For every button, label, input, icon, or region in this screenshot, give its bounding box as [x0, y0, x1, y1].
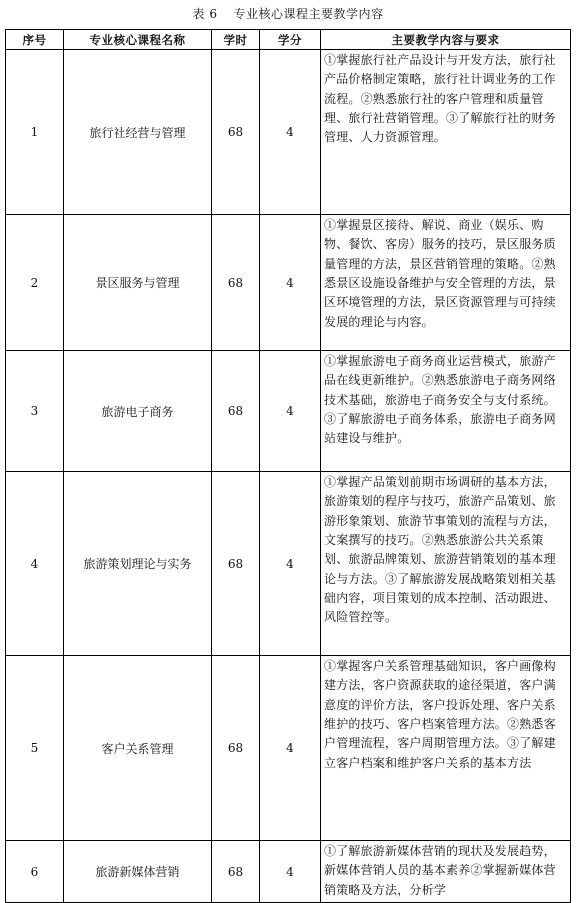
- row-hours: 68: [212, 472, 260, 656]
- row-credits: 4: [260, 351, 321, 472]
- row-content: ①掌握客户关系管理基础知识，客户画像构建方法，客户资源获取的途径渠道，客户满意度的评价方法，客户投诉处理、客户关系维护的技巧、客户档案管理方法。②熟悉客户管理流程，客户周期管理方法。③了解建立客户档案和维护客户关系的基本方法: [321, 656, 571, 841]
- row-credits: 4: [260, 215, 321, 351]
- row-hours: 68: [212, 50, 260, 215]
- row-credits: 4: [260, 841, 321, 903]
- row-index: 5: [6, 656, 64, 841]
- row-hours: 68: [212, 841, 260, 903]
- row-credits: 4: [260, 472, 321, 656]
- header-hours: 学时: [212, 30, 260, 50]
- row-credits: 4: [260, 50, 321, 215]
- row-content: ①了解旅游新媒体营销的现状及发展趋势，新媒体营销人员的基本素养②掌握新媒体营销策略及方法，分析学: [324, 844, 556, 897]
- row-hours: 68: [212, 656, 260, 841]
- header-index: 序号: [6, 30, 64, 50]
- header-row: [6, 30, 571, 50]
- row-content: ①掌握旅行社产品设计与开发方法，旅行社产品价格制定策略，旅行社计调业务的工作流程。②熟悉旅行社的客户管理和质量管理、旅行社营销管理。③了解旅行社的财务管理、人力资源管理。: [321, 50, 571, 215]
- core-course-table: [5, 29, 571, 903]
- table-caption: [0, 6, 576, 22]
- row-content-wrapper: [321, 841, 571, 903]
- row-content: ①掌握旅游电子商务商业运营模式，旅游产品在线更新维护。②熟悉旅游电子商务网络技术基础，旅游电子商务安全与支付系统。③了解旅游电子商务体系，旅游电子商务网站建设与维护。: [321, 351, 571, 472]
- row-course-name: 客户关系管理: [64, 656, 212, 841]
- table-title: 专业核心课程主要教学内容: [233, 7, 384, 21]
- table-row: [6, 841, 571, 903]
- header-course: 专业核心课程名称: [64, 30, 212, 50]
- row-hours: 68: [212, 215, 260, 351]
- row-course-name: 旅游新媒体营销: [64, 841, 212, 903]
- row-course-name: 旅行社经营与管理: [64, 50, 212, 215]
- row-course-name: 旅游电子商务: [64, 351, 212, 472]
- table-row: [6, 351, 571, 472]
- row-index: 2: [6, 215, 64, 351]
- table-row: [6, 215, 571, 351]
- header-credits: 学分: [260, 30, 321, 50]
- row-content: ①掌握景区接待、解说、商业（娱乐、购物、餐饮、客房）服务的技巧，景区服务质量管理的方法，景区营销管理的策略。②熟悉景区设施设备维护与安全管理的方法，景区环境管理的方法，景区资源管理与可持续发展的理论与内容。: [321, 215, 571, 351]
- table-row: [6, 656, 571, 841]
- table-row: [6, 50, 571, 215]
- table-row: [6, 472, 571, 656]
- row-credits: 4: [260, 656, 321, 841]
- table-number: 表 6: [192, 7, 218, 21]
- row-course-name: 旅游策划理论与实务: [64, 472, 212, 656]
- row-index: 4: [6, 472, 64, 656]
- row-index: 3: [6, 351, 64, 472]
- row-content: ①掌握产品策划前期市场调研的基本方法，旅游策划的程序与技巧，旅游产品策划、旅游形象策划、旅游节事策划的流程与方法，文案撰写的技巧。②熟悉旅游公共关系策划、旅游品牌策划、旅游营销策划的基本理论与方法。③了解旅游发展战略策划相关基础内容，项目策划的成本控制、活动跟进、风险管控等。: [321, 472, 571, 656]
- row-index: 1: [6, 50, 64, 215]
- row-hours: 68: [212, 351, 260, 472]
- row-course-name: 景区服务与管理: [64, 215, 212, 351]
- row-index: 6: [6, 841, 64, 903]
- header-content: 主要教学内容与要求: [321, 30, 571, 50]
